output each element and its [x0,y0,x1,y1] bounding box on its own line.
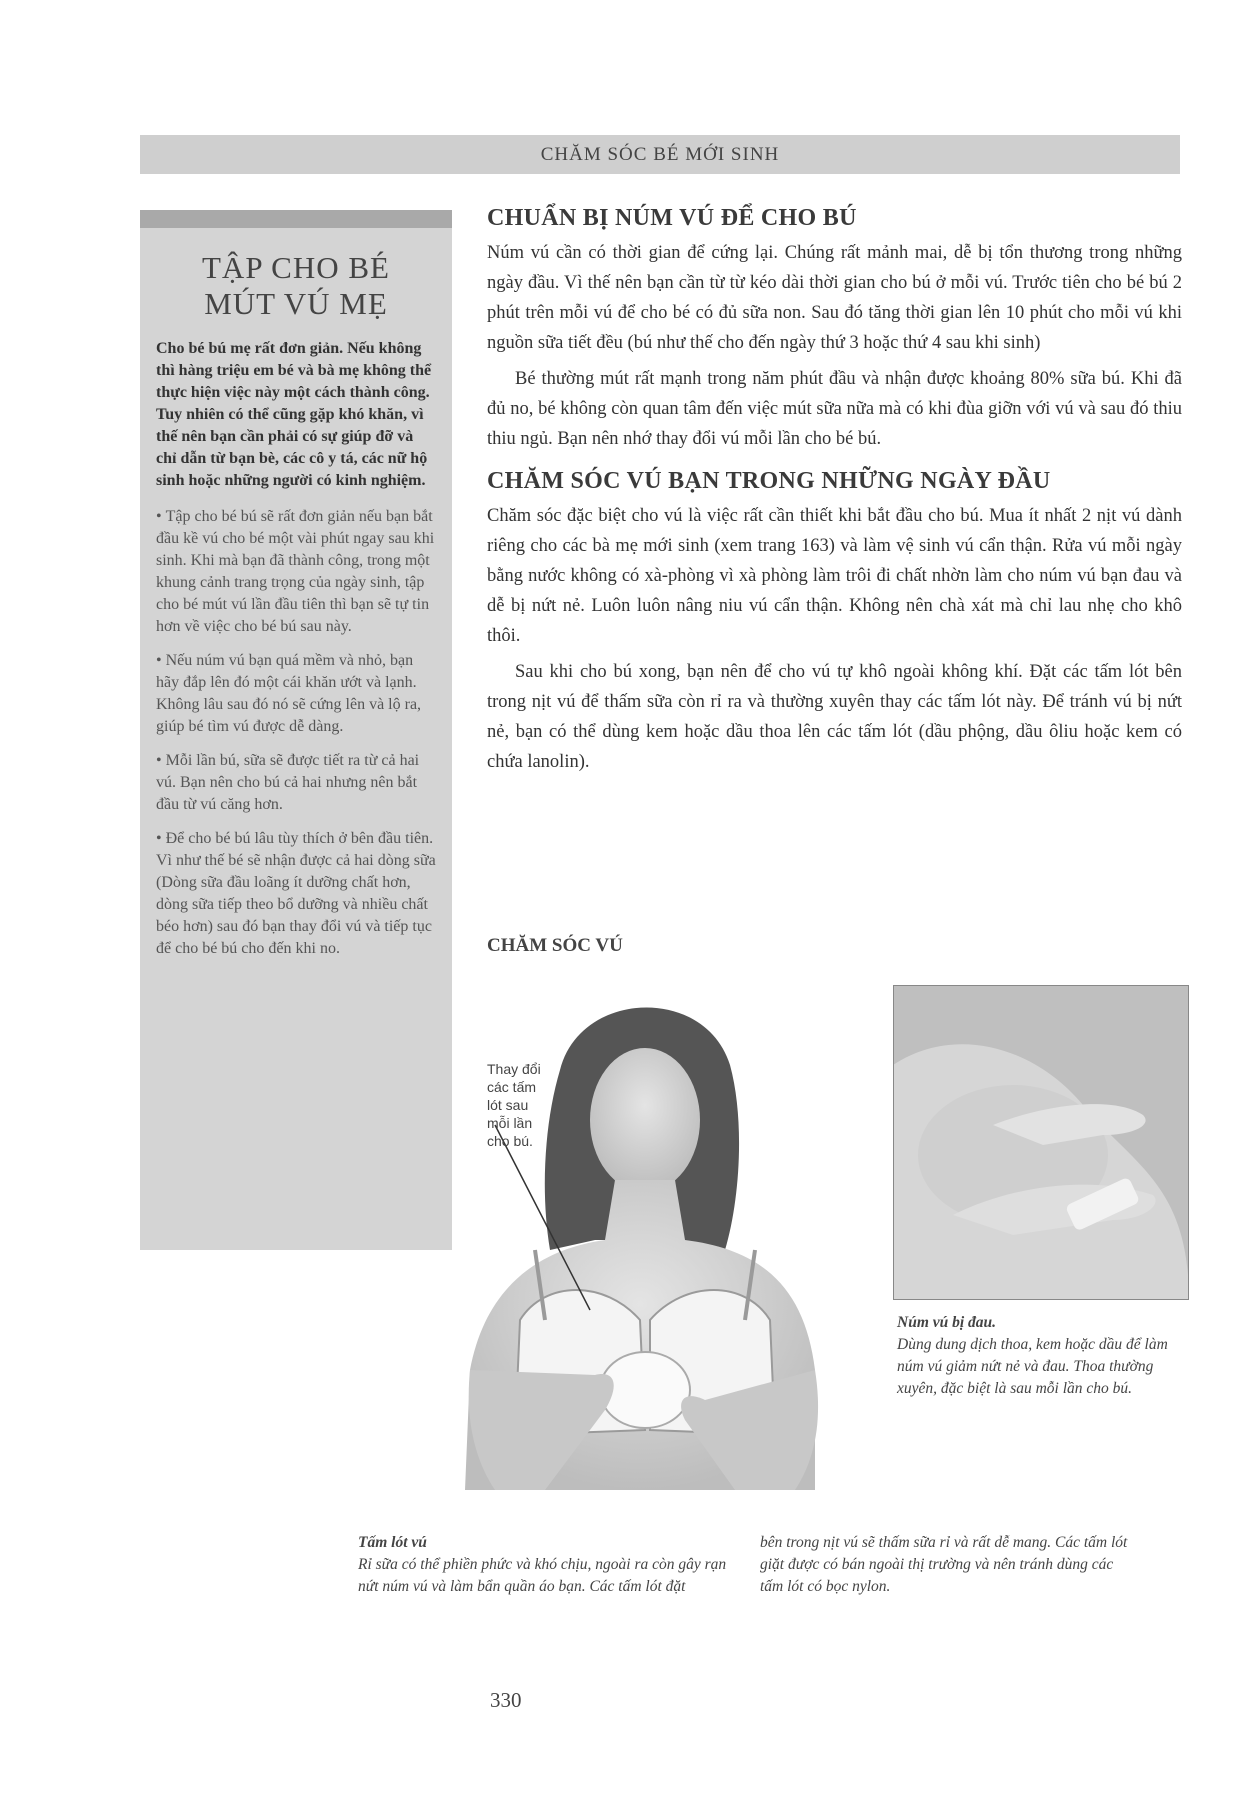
sidebar-bullet-text: Tập cho bé bú sẽ rất đơn giản nếu bạn bắt đầu kề vú cho bé một vài phút ngay sau khi sinh. Khi mà bạn đã thành công, trong một khung cảnh trang trọng của ngày sinh, tập cho bé mút vú lần đầu tiên thì bạn sẽ tự tin hơn về việc cho bé bú sau này. [156,508,435,635]
sidebar-title-line1: TẬP CHO BÉ [202,250,390,285]
page-number: 330 [490,1688,522,1712]
callout-line: cho bú. [487,1133,533,1149]
sidebar-bullet [156,506,436,638]
breast-pad-photo [345,990,910,1490]
sidebar-intro: Cho bé bú mẹ rất đơn giản. Nếu không thì hàng triệu em bé và bà mẹ không thể thực hiện việc này một cách thành công. Tuy nhiên có thể cũng gặp khó khăn, vì thế nên bạn cần phải có sự giúp đỡ và chỉ dẫn từ bạn bè, các cô y tá, các nữ hộ sinh hoặc những người có kinh nghiệm. [156,340,432,489]
nipple-cream-photo [893,985,1189,1300]
sidebar-bullet-text: Mỗi lần bú, sữa sẽ được tiết ra từ cả hai vú. Bạn nên cho bú cả hai nhưng nên bắt đầu từ vú căng hơn. [156,752,420,813]
section1-paragraph-1: Núm vú cần có thời gian để cứng lại. Chúng rất mảnh mai, dễ bị tổn thương trong những ngày đầu. Vì thế nên bạn cần từ từ kéo dài thời gian cho bú ở mỗi vú. Trước tiên cho bé bú 2 phút trên mỗi vú để cho bé có đủ sữa non. Sau đó tăng thời gian lên 10 phút cho mỗi vú khi nguồn sữa tiết đều (bú như thế cho đến ngày thứ 3 hoặc thứ 4 sau khi sinh) [487,243,1182,353]
right-photo-caption [897,1312,1182,1400]
bullet-icon: • [156,652,162,669]
left-caption-continued: bên trong nịt vú sẽ thấm sữa rỉ và rất dễ mang. Các tấm lót giặt được có bán ngoài thị trường và nên tránh dùng các tấm lót có bọc nylon. [760,1534,1128,1595]
section-heading-nipple-prep: CHUẨN BỊ NÚM VÚ ĐỂ CHO BÚ [487,205,857,231]
section1-paragraph-2: Bé thường mút rất mạnh trong năm phút đầu và nhận được khoảng 80% sữa bú. Khi đã đủ no, bé không còn quan tâm đến việc mút sữa nữa mà có khi đùa giỡn với vú và sau đó thiu thiu ngủ. Bạn nên nhớ thay đổi vú mỗi lần cho bé bú. [487,369,1182,449]
section-heading-breast-care: CHĂM SÓC VÚ BẠN TRONG NHỮNG NGÀY ĐẦU [487,468,1051,494]
bullet-icon: • [156,752,162,769]
sidebar-title [156,250,436,322]
callout-line: lót sau [487,1097,529,1113]
sidebar-bullet-text: Nếu núm vú bạn quá mềm và nhỏ, bạn hãy đắp lên đó một cái khăn ướt và lạnh. Không lâu sau đó nó sẽ cứng lên và lộ ra, giúp bé tìm vú được dễ dàng. [156,652,422,735]
right-caption-text: Dùng dung dịch thoa, kem hoặc dầu để làm núm vú giảm nứt nẻ và đau. Thoa thường xuyên, đặc biệt là sau mỗi lần cho bú. [897,1336,1168,1397]
bullet-icon: • [156,830,162,847]
sidebar-bullet [156,828,436,960]
sidebar-bullet [156,750,436,816]
right-caption-title: Núm vú bị đau. [897,1314,997,1331]
left-caption-text: Rỉ sữa có thể phiền phức và khó chịu, ngoài ra còn gây rạn nứt núm vú và làm bẩn quần áo bạn. Các tấm lót đặt [358,1556,727,1595]
section2-paragraph-1: Chăm sóc đặc biệt cho vú là việc rất cần thiết khi bắt đầu cho bú. Mua ít nhất 2 nịt vú dành riêng cho các bà mẹ mới sinh (xem trang 163) và làm vệ sinh vú cẩn thận. Rửa vú mỗi ngày bằng nước không có xà-phòng vì xà phòng làm trôi đi chất nhờn làm cho núm vú bạn đau và dễ bị nứt nẻ. Luôn luôn nâng niu vú cẩn thận. Không nên chà xát mà chỉ lau nhẹ cho khô thôi. [487,506,1182,646]
chapter-header-bar [140,135,1180,174]
sidebar-bullet-text: Để cho bé bú lâu tùy thích ở bên đầu tiên. Vì như thế bé sẽ nhận được cả hai dòng sữa (Dòng sữa đầu loãng ít dưỡng chất hơn, dòng sữa tiếp theo bổ dưỡng và nhiều chất béo hơn) sau đó bạn thay đổi vú và tiếp tục để cho bé bú cho đến khi no. [156,830,436,957]
section2-paragraph-2: Sau khi cho bú xong, bạn nên để cho vú tự khô ngoài không khí. Đặt các tấm lót bên trong nịt vú để thấm sữa còn rỉ ra và thường xuyên thay các tấm lót này. Để tránh vú bị nứt nẻ, bạn có thể dùng kem hoặc dầu thoa lên các tấm lót (dầu phộng, dầu ôliu hoặc kem có chứa lanolin). [487,662,1182,772]
figure-title: CHĂM SÓC VÚ [487,935,623,956]
bullet-icon: • [156,508,162,525]
chapter-title: CHĂM SÓC BÉ MỚI SINH [540,143,780,165]
callout-line: các tấm [487,1079,537,1095]
left-caption-title: Tấm lót vú [358,1534,427,1551]
callout-line: Thay đổi [487,1061,541,1077]
main-column [487,205,1182,783]
sidebar-bullet [156,650,436,738]
left-photo-caption [358,1532,728,1598]
photo-callout-label [487,1060,577,1150]
callout-line: mỗi lần [487,1115,533,1131]
sidebar-title-line2: MÚT VÚ MẸ [204,286,388,321]
